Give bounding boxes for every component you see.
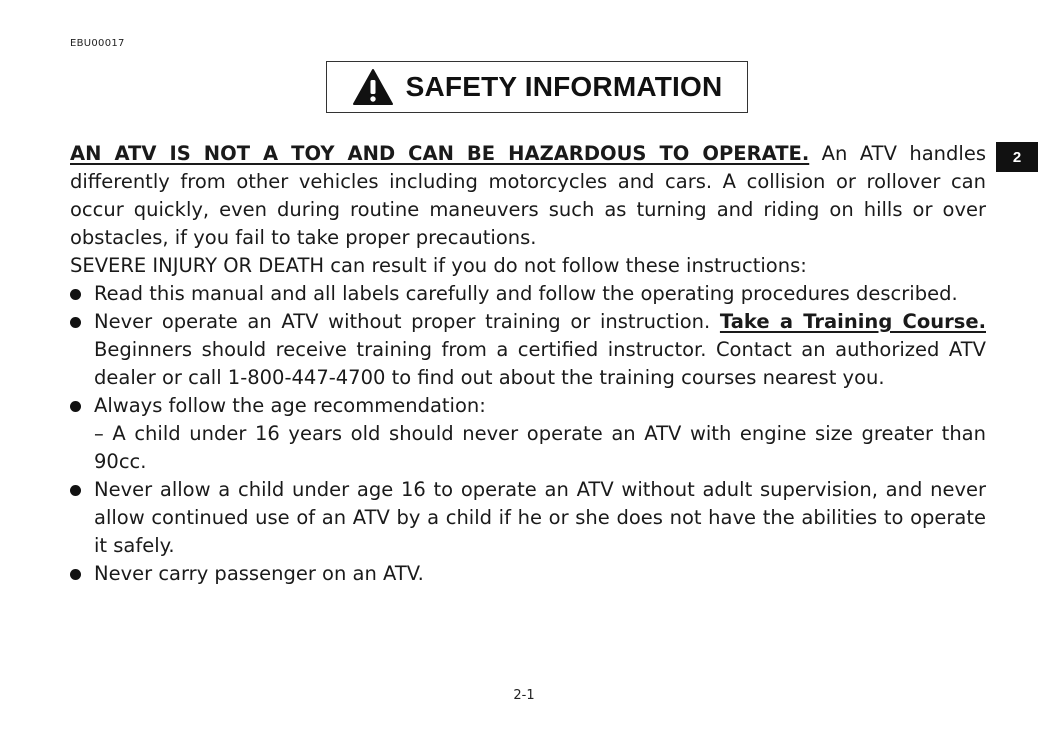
list-item bbox=[70, 392, 986, 476]
list-item bbox=[70, 560, 986, 588]
bullet-icon bbox=[70, 569, 81, 580]
list-item bbox=[70, 280, 986, 308]
list-item bbox=[70, 308, 986, 392]
section-title: SAFETY INFORMATION bbox=[405, 71, 723, 102]
page-number: 2-1 bbox=[513, 688, 535, 703]
bullet-text: Beginners should receive training from a certified instructor. Contact an authorized ATV dealer or call 1-800-447-4700 to find out about the training courses nearest you. bbox=[94, 338, 986, 389]
intro-paragraph bbox=[70, 140, 986, 252]
warning-heading: AN ATV IS NOT A TOY AND CAN BE HAZARDOUS TO OPERATE. bbox=[70, 142, 810, 165]
bullet-icon bbox=[70, 401, 81, 412]
chapter-tab: 2 bbox=[996, 142, 1038, 172]
bullet-icon bbox=[70, 485, 81, 496]
bullet-text: Never allow a child under age 16 to operate an ATV without adult supervision, and never allow continued use of an ATV by a child if he or she does not have the abilities to operate it safely. bbox=[94, 478, 986, 557]
safety-bullet-list bbox=[70, 280, 986, 588]
bullet-icon bbox=[70, 317, 81, 328]
safety-body bbox=[70, 140, 986, 588]
bullet-text: Always follow the age recommendation: bbox=[94, 394, 486, 417]
bullet-text: Never carry passenger on an ATV. bbox=[94, 562, 424, 585]
list-item bbox=[70, 476, 986, 560]
severe-warning: SEVERE INJURY OR DEATH can result if you do not follow these instructions: bbox=[70, 254, 807, 277]
intro-text: An ATV handles differently from other vehicles including motorcycles and cars. A collision or rollover can occur quickly, even during routine maneuvers such as turning and riding on hills or over obstacles, if you fail to take proper precautions. bbox=[70, 142, 986, 249]
training-course-emphasis: Take a Training Course. bbox=[719, 310, 986, 333]
bullet-text: Never operate an ATV without proper training or instruction. bbox=[94, 310, 720, 333]
document-code: EBU00017 bbox=[70, 38, 125, 49]
bullet-icon bbox=[70, 289, 81, 300]
warning-triangle-icon bbox=[352, 68, 394, 106]
bullet-text: Read this manual and all labels carefully and follow the operating procedures described. bbox=[94, 282, 958, 305]
section-title-box bbox=[326, 61, 748, 113]
age-sub-item: – A child under 16 years old should never operate an ATV with engine size greater than 90cc. bbox=[94, 422, 986, 473]
